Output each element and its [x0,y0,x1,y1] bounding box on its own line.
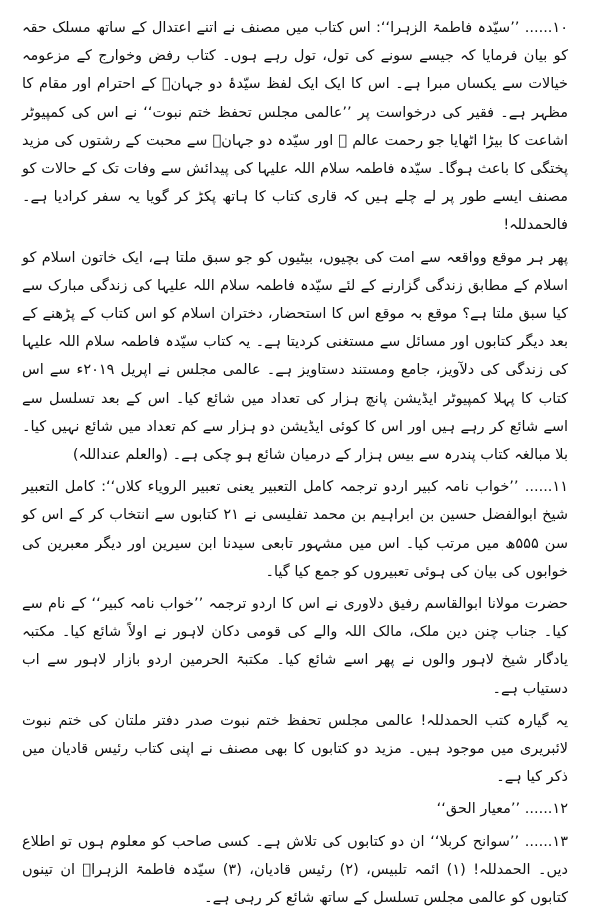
paragraph-book-10: ۱۰...... ’’سیّدہ فاطمۃ الزہرا‘‘: اس کتاب میں مصنف نے اتنے اعتدال کے ساتھ مسلک حقہ کو بیان فرمایا کہ جیسے سونے کی تول، تول رہے ہوں۔ کتاب رفض وخوارج کے مزعومہ خیالات سے یکساں مبرا ہے۔ اس کا ایک ایک لفظ سیّدۂ دو جہانؓ کے احترام اور مقام کا مظہر ہے۔ فقیر کی درخواست پر ’’عالمی مجلس تحفظ ختم نبوت‘‘ نے اس کی کمپیوٹر اشاعت کا بیڑا اٹھایا جو رحمت عالم ﷺ اور سیّدہ دو جہانؓ سے محبت کے رشتوں کی مزید پختگی کا باعث ہوگا۔ سیّدہ فاطمہ سلام اللہ علیہا کی پیدائش سے وفات تک کے حالات کو مصنف ایسے طور پر لے چلے ہیں کہ قاری کتاب کا ہاتھ پکڑ کر گویا یہ سفر کرادیا ہے۔ فالحمدللہ! [22,20,568,234]
paragraph-lessons: پھر ہر موقع وواقعہ سے امت کی بچیوں، بیٹیوں کو جو سبق ملتا ہے، ایک خاتون اسلام کو اسلام کے مطابق زندگی گزارنے کے لئے سیّدہ فاطمہ سلام اللہ علیہا کی زندگی مبارک سے کیا سبق ملتا ہے؟ موقع بہ موقع اس کا استحضار، دختران اسلام کو اس کتاب کے پڑھنے کے بعد دیگر کتابوں اور مسائل سے مستغنی کردیتا ہے۔ یہ کتاب سیّدہ فاطمہ سلام اللہ علیہا کی زندگی کی دلآویز، جامع ومستند دستاویز ہے۔ عالمی مجلس نے اپریل ۲۰۱۹ء سے اس کتاب کا پہلا کمپیوٹر ایڈیشن پانچ ہزار کی تعداد میں شائع کیا۔ اس کے بعد تسلسل سے اسے شائع کر رہے ہیں اور اس کا کوئی ایڈیشن دو ہزار سے کم تعداد میں شائع نہیں کیا۔ بلا مبالغہ کتاب پندرہ سے بیس ہزار کے درمیان شائع ہو چکی ہے۔ (والعلم عنداللہ) [22,249,568,464]
paragraph-book-11: ۱۱...... ’’خواب نامہ کبیر اردو ترجمہ کامل التعبیر یعنی تعبیر الرویاء کلاں‘‘: کامل التعبیر شیخ ابوالفضل حسین بن ابراہیم بن محمد تفلیسی نے ۲۱ کتابوں سے انتخاب کر کے اس کو سن ۵۵۵ھ میں مرتب کیا۔ اس میں مشہور تابعی سیدنا ابن سیرین اور دیگر معبرین کی خوابوں کی بیان کی ہوئی تعبیروں کو جمع کیا گیا۔ [22,479,568,580]
paragraph-book-12: ۱۲...... ’’معیار الحق‘‘ [436,801,568,818]
paragraph-translation: حضرت مولانا ابوالقاسم رفیق دلاوری نے اس کا اردو ترجمہ ’’خواب نامہ کبیر‘‘ کے نام سے کیا۔ جناب چنن دین ملک، مالک اللہ والے کی قومی دکان لاہور نے اولاً شائع کیا۔ مکتبہ یادگار شیخ لاہور والوں نے پھر اسے شائع کیا۔ مکتبۃ الحرمین اردو بازار لاہور سے اب دستیاب ہے۔ [22,596,568,697]
paragraph-book-13: ۱۳...... ’’سوانح کربلا‘‘ ان دو کتابوں کی تلاش ہے۔ کسی صاحب کو معلوم ہوں تو اطلاع دیں۔ الحمدللہ! (۱) ائمہ تلبیس، (۲) رئیس قادیان، (۳) سیّدہ فاطمۃ الزہراؓ ان تینوں کتابوں کو عالمی مجلس تسلسل کے ساتھ شائع کر رہی ہے۔ [22,833,568,907]
paragraph-eleven-books: یہ گیارہ کتب الحمدللہ! عالمی مجلس تحفظ ختم نبوت صدر دفتر ملتان کی ختم نبوت لائبریری میں موجود ہیں۔ مزید دو کتابوں کا بھی مصنف نے اپنی کتاب رئیس قادیان میں ذکر کیا ہے۔ [22,712,568,786]
